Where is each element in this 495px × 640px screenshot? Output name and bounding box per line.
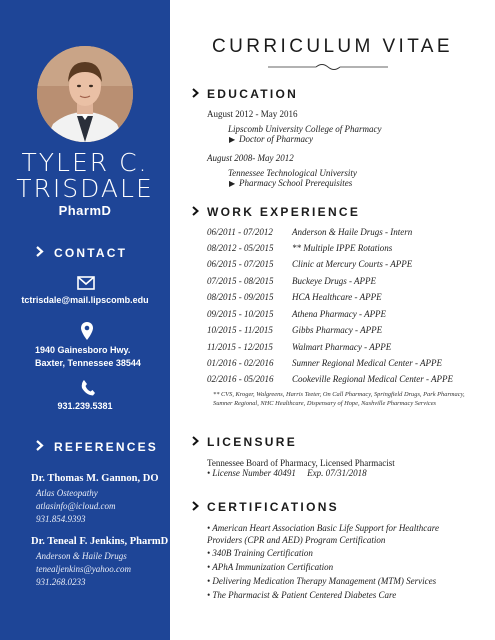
work-dates: 07/2015 - 08/2015 — [207, 276, 274, 286]
education-heading-label: EDUCATION — [207, 87, 299, 101]
education-dates: August 2012 - May 2016 — [207, 109, 298, 119]
work-place: Clinic at Mercury Courts - APPE — [292, 259, 413, 269]
license-number: • License Number 40491 Exp. 07/31/2018 — [207, 468, 367, 478]
certification-item: • The Pharmacist & Patient Centered Diabetes Care — [207, 590, 397, 600]
reference-phone[interactable]: 931.268.0233 — [36, 577, 86, 587]
reference-email[interactable]: tenealjenkins@yahoo.com — [36, 564, 132, 574]
credential: PharmD — [58, 203, 112, 218]
work-place: Athena Pharmacy - APPE — [292, 309, 387, 319]
work-dates: 02/2016 - 05/2016 — [207, 374, 274, 384]
certification-item: • American Heart Association Basic Life Support for Healthcare — [207, 523, 439, 533]
chevron-right-icon — [192, 435, 201, 449]
work-row — [207, 227, 412, 237]
reference-name: Dr. Teneal F. Jenkins, PharmD — [31, 536, 169, 547]
licensure-heading — [192, 435, 297, 449]
education-school: Tennessee Technological University — [228, 168, 357, 178]
contact-phone[interactable]: 931.239.5381 — [57, 401, 113, 411]
contact-heading-label: CONTACT — [54, 246, 128, 260]
work-dates: 08/2012 - 05/2015 — [207, 243, 274, 253]
chevron-right-icon — [192, 500, 201, 514]
education-school: Lipscomb University College of Pharmacy — [228, 124, 382, 134]
certification-item: Providers (CPR and AED) Program Certification — [207, 535, 386, 545]
work-place: Anderson & Haile Drugs - Intern — [292, 227, 413, 237]
reference-org: Anderson & Haile Drugs — [36, 551, 127, 561]
name-first: TYLER C. — [21, 148, 149, 177]
phone-icon — [81, 380, 99, 398]
work-place: ** Multiple IPPE Rotations — [292, 243, 393, 253]
education-degree-label: Pharmacy School Prerequisites — [239, 178, 353, 188]
title-divider — [268, 62, 388, 72]
work-experience-heading — [192, 205, 360, 219]
licensure-heading-label: LICENSURE — [207, 435, 298, 449]
work-dates: 06/2011 - 07/2012 — [207, 227, 273, 237]
work-dates: 11/2015 - 12/2015 — [207, 342, 273, 352]
contact-address-line1: 1940 Gainesboro Hwy. — [35, 345, 131, 355]
work-heading-label: WORK EXPERIENCE — [207, 205, 361, 219]
name-last: TRISDALE — [16, 174, 154, 203]
contact-address-line2: Baxter, Tennessee 38544 — [35, 358, 141, 368]
licensure-line: Tennessee Board of Pharmacy, Licensed Pharmacist — [207, 458, 395, 468]
work-footnote: ** CVS, Kroger, Walgreens, Harris Teeter, On Call Pharmacy, Springfield Drugs, Park Pharmacy, Sumner Regional, NHC Healthcare, Dispensary of Hope, Nashville Pharmacy Services — [213, 391, 465, 407]
work-place: Sumner Regional Medical Center - APPE — [292, 358, 443, 368]
work-row — [207, 259, 412, 269]
work-dates: 06/2015 - 07/2015 — [207, 259, 274, 269]
work-row — [207, 342, 391, 352]
chevron-right-icon — [192, 87, 201, 101]
certification-item: • APhA Immunization Certification — [207, 562, 334, 572]
page-title: CURRICULUM VITAE — [212, 36, 453, 57]
chevron-right-icon — [192, 205, 201, 219]
reference-email[interactable]: atlasinfo@icloud.com — [36, 501, 116, 511]
envelope-icon — [77, 275, 95, 293]
work-row — [207, 292, 382, 302]
reference-phone[interactable]: 931.854.9393 — [36, 514, 86, 524]
education-degree-label: Doctor of Pharmacy — [239, 134, 313, 144]
education-degree — [229, 133, 313, 146]
contact-email[interactable]: tctrisdale@mail.lipscomb.edu — [21, 295, 149, 305]
location-pin-icon — [81, 322, 99, 340]
references-heading — [36, 440, 158, 454]
sidebar — [0, 0, 170, 640]
reference-org: Atlas Osteopathy — [36, 488, 98, 498]
work-dates: 09/2015 - 10/2015 — [207, 309, 274, 319]
education-heading — [192, 87, 298, 101]
work-row — [207, 358, 442, 368]
work-dates: 01/2016 - 02/2016 — [207, 358, 274, 368]
certifications-heading-label: CERTIFICATIONS — [207, 500, 339, 514]
certifications-heading — [192, 500, 339, 514]
work-place: HCA Healthcare - APPE — [292, 292, 382, 302]
chevron-right-icon — [36, 440, 46, 454]
work-place: Walmart Pharmacy - APPE — [292, 342, 392, 352]
work-row — [207, 325, 382, 335]
work-place: Cookeville Regional Medical Center - APPE — [292, 374, 454, 384]
work-dates: 08/2015 - 09/2015 — [207, 292, 274, 302]
work-row — [207, 374, 453, 384]
education-dates: August 2008- May 2012 — [207, 153, 294, 163]
contact-heading — [36, 246, 127, 260]
work-row — [207, 309, 386, 319]
chevron-right-icon — [36, 246, 46, 260]
references-heading-label: REFERENCES — [54, 440, 159, 454]
work-dates: 10/2015 - 11/2015 — [207, 325, 273, 335]
profile-photo — [37, 46, 133, 142]
work-place: Gibbs Pharmacy - APPE — [292, 325, 383, 335]
certification-item: • Delivering Medication Therapy Management (MTM) Services — [207, 576, 437, 586]
triangle-bullet-icon: ▶ — [229, 135, 236, 144]
work-row — [207, 243, 392, 253]
work-row — [207, 276, 376, 286]
work-place: Buckeye Drugs - APPE — [292, 276, 377, 286]
education-degree — [229, 177, 352, 190]
triangle-bullet-icon: ▶ — [229, 179, 236, 188]
certification-item: • 340B Training Certification — [207, 548, 313, 558]
reference-name: Dr. Thomas M. Gannon, DO — [31, 473, 159, 484]
